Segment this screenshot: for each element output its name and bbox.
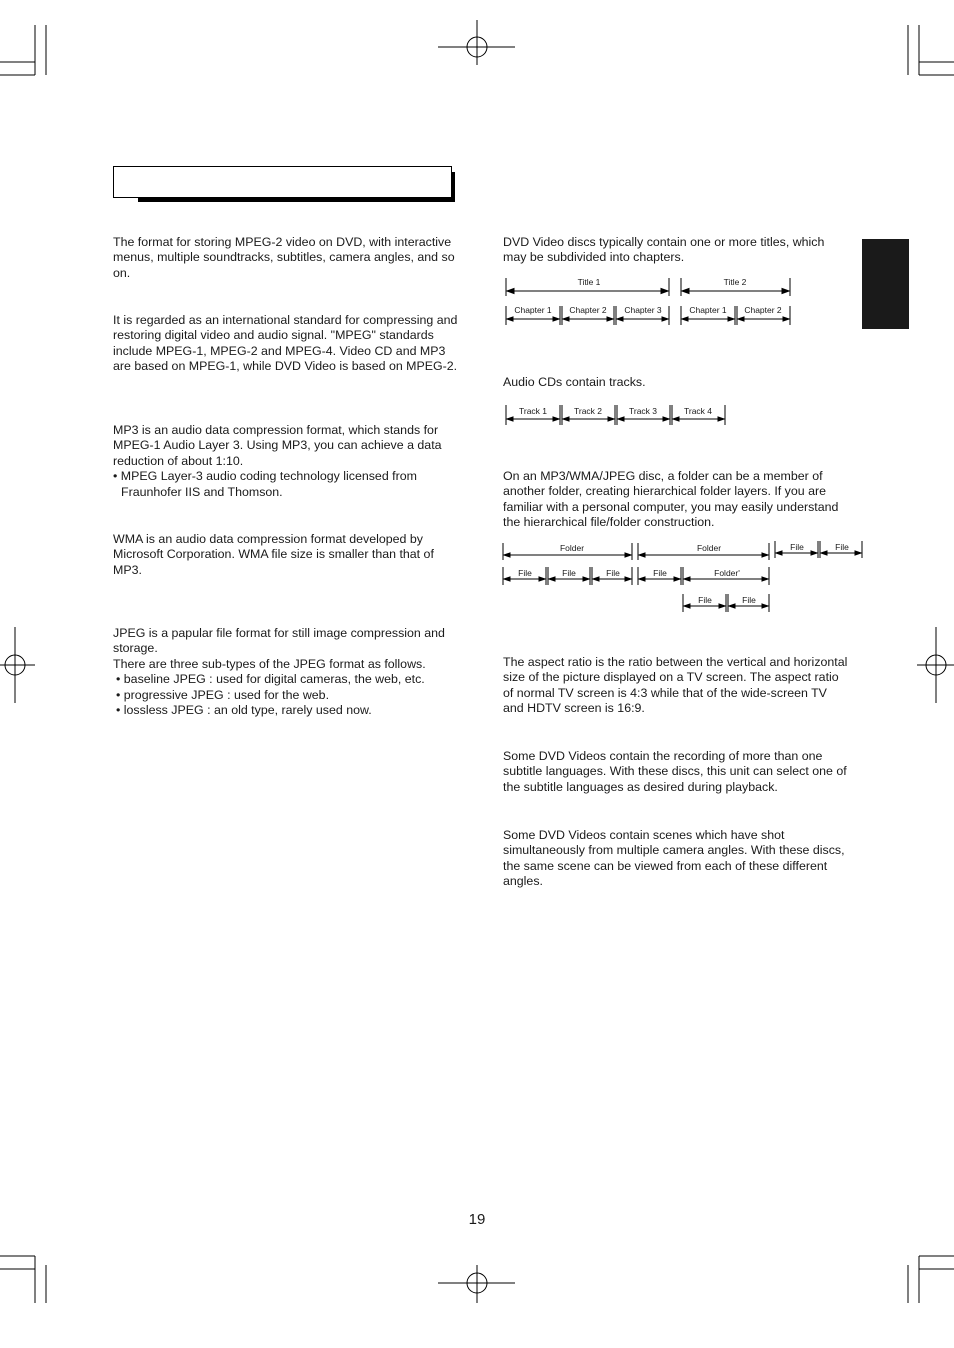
file-label: File: [518, 568, 532, 578]
tracks-text: Audio CDs contain tracks.: [503, 375, 646, 389]
file-label: File: [742, 595, 756, 605]
subtitle-definition: [503, 749, 853, 795]
jpeg-bullet-baseline: • baseline JPEG : used for digital cameras, the web, etc.: [116, 672, 425, 687]
mp3-text: MP3 is an audio data compression format, which stands for MPEG-1 Audio Layer 3. Using MP3, you can achieve a data reduction of about 1:10.: [113, 423, 442, 468]
mp3-license-note: • MPEG Layer-3 audio coding technology licensed from Fraunhofer IIS and Thomson.: [113, 469, 417, 499]
jpeg-bullet-progressive: • progressive JPEG : used for the web.: [116, 687, 330, 702]
title-2-label: Title 2: [723, 277, 747, 287]
subtitle-text: Some DVD Videos contain the recording of more than one subtitle languages. With these discs, this unit can select one of the subtitle languages as desired during playback.: [503, 749, 847, 794]
chapter-label: Chapter 2: [569, 305, 607, 315]
dvd-video-text: The format for storing MPEG-2 video on DVD, with interactive menus, multiple soundtracks, subtitles, camera angles, and so on.: [113, 235, 455, 280]
track-label: Track 1: [518, 406, 548, 416]
folder-prime-label: Folder': [714, 568, 740, 578]
file-label: File: [562, 568, 576, 578]
track-label: Track 3: [628, 406, 658, 416]
chapter-label: Chapter 1: [689, 305, 727, 315]
jpeg-bullet-lossless: • lossless JPEG : an old type, rarely used now.: [116, 703, 372, 718]
wma-text: WMA is an audio data compression format developed by Microsoft Corporation. WMA file size is smaller than that of MP3.: [113, 532, 434, 577]
chapter-label: Chapter 2: [744, 305, 782, 315]
chapter-label: Chapter 3: [624, 305, 662, 315]
title-1-label: Title 1: [577, 277, 601, 287]
angle-definition: [503, 828, 848, 890]
aspect-ratio-text: The aspect ratio is the ratio between the vertical and horizontal size of the picture displayed on a TV screen. The aspect ratio of normal TV screen is 4:3 while that of the wide-screen TV and HDTV screen is 16:9.: [503, 655, 848, 716]
angle-text: Some DVD Videos contain scenes which have shot simultaneously from multiple camera angles. With these discs, the same scene can be viewed from each of these different angles.: [503, 828, 845, 889]
file-label: File: [653, 568, 667, 578]
folder-label: Folder: [696, 543, 722, 553]
file-label: File: [790, 542, 804, 552]
page-number: 19: [468, 1211, 486, 1228]
file-label: File: [606, 568, 620, 578]
file-label: File: [835, 542, 849, 552]
track-label: Track 4: [683, 406, 713, 416]
folder-label: Folder: [559, 543, 585, 553]
titles-chapters-text: DVD Video discs typically contain one or more titles, which may be subdivided into chapters.: [503, 235, 825, 265]
aspect-ratio-definition: [503, 655, 851, 717]
mpeg-text: It is regarded as an international standard for compressing and restoring digital video and audio signal. "MPEG" standards include MPEG-1, MPEG-2 and MPEG-4. Video CD and MP3 are based on MPEG-1, while DVD Video is based on MPEG-2.: [113, 313, 458, 374]
track-label: Track 2: [573, 406, 603, 416]
chapter-label: Chapter 1: [514, 305, 552, 315]
file-label: File: [698, 595, 712, 605]
jpeg-text-2: There are three sub-types of the JPEG format as follows.: [113, 656, 426, 671]
folders-text: On an MP3/WMA/JPEG disc, a folder can be a member of another folder, creating hierarchical folder layers. If you are familiar with a personal computer, you may easily understand the hierarchical file/folder construction.: [503, 469, 839, 530]
jpeg-text-1: JPEG is a papular file format for still image compression and storage.: [113, 626, 445, 656]
